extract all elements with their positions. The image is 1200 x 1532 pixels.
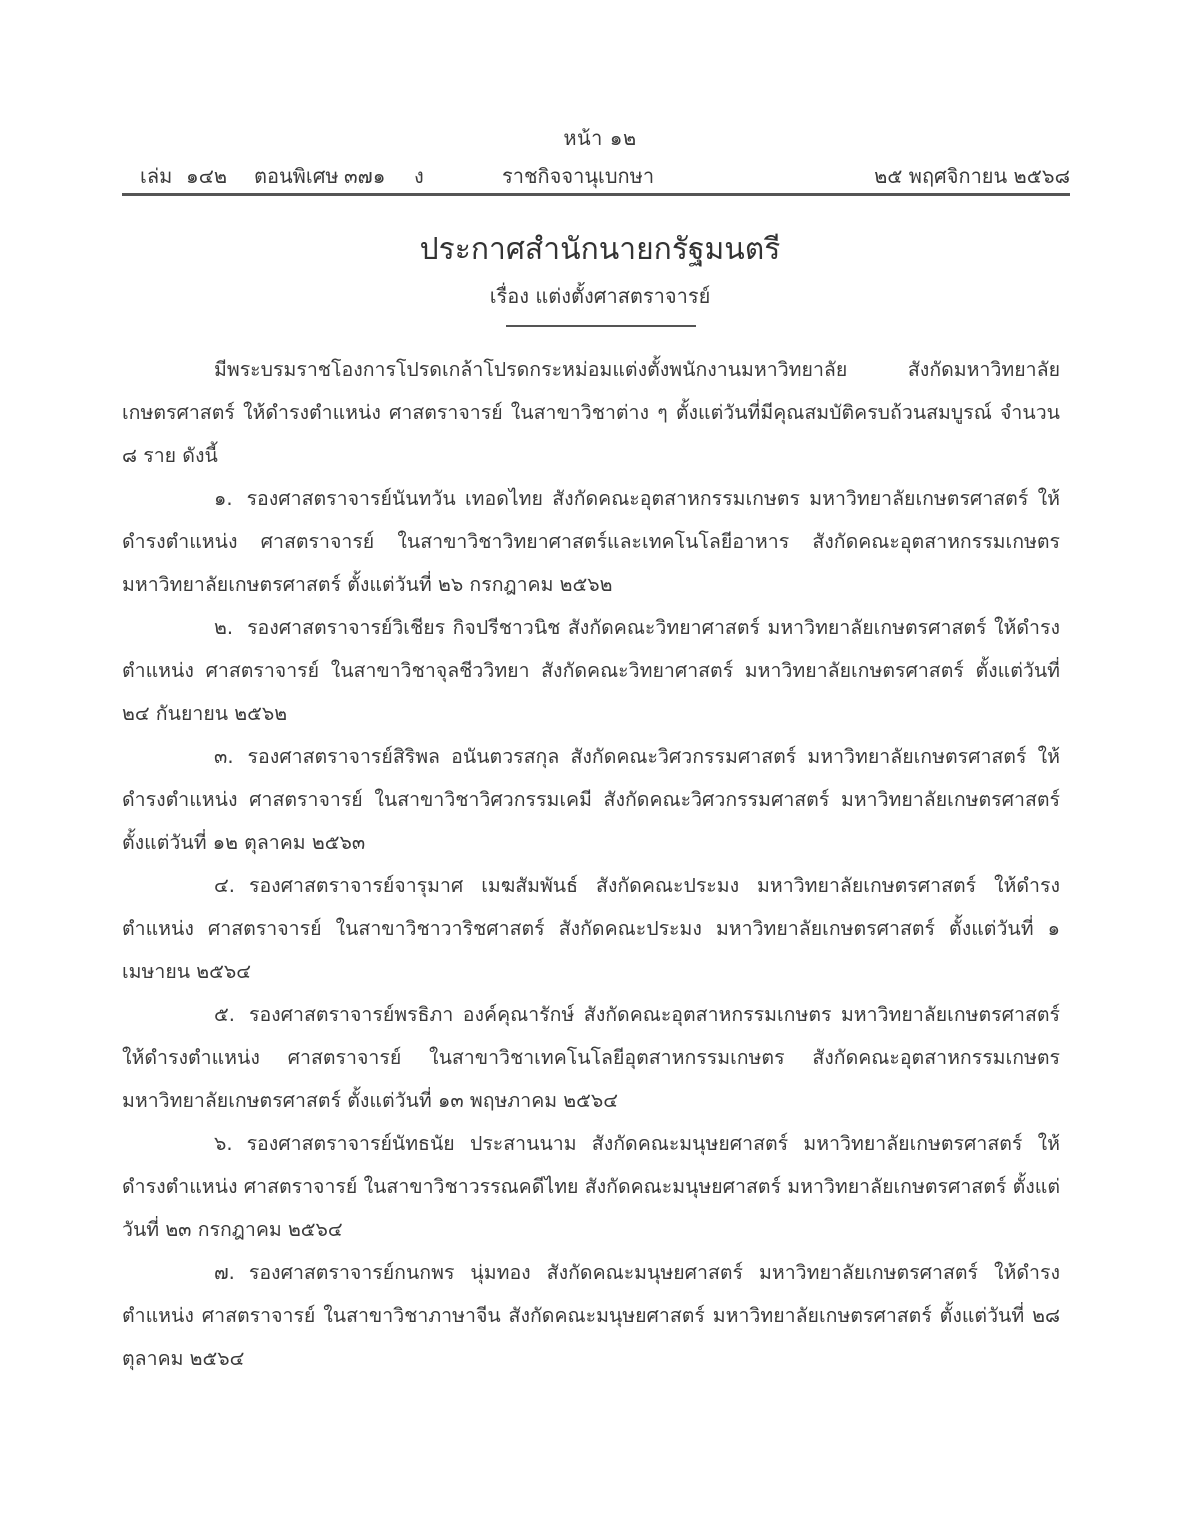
appointment-item	[122, 993, 1060, 1122]
issue-letter: ง	[414, 164, 424, 188]
title-divider	[506, 325, 696, 327]
item-text: รองศาสตราจารย์วิเชียร กิจปรีชาวนิช สังกัดคณะวิทยาศาสตร์ มหาวิทยาลัยเกษตรศาสตร์ ให้ดำรงตำแหน่ง ศาสตราจารย์ ในสาขาวิชาจุลชีววิทยา สังกัดคณะวิทยาศาสตร์ มหาวิทยาลัยเกษตรศาสตร์ ตั้งแต่วันที่ ๒๔ กันยายน ๒๕๖๒	[122, 616, 1060, 725]
item-number: ๖.	[214, 1132, 233, 1155]
item-number: ๑.	[214, 487, 233, 510]
gazette-name: ราชกิจจานุเบกษา	[502, 164, 655, 188]
issue-label: ตอนพิเศษ	[254, 164, 339, 188]
appointment-item	[122, 606, 1060, 735]
issue-number: ๓๗๑	[344, 164, 386, 188]
appointment-item	[122, 735, 1060, 864]
publication-date: ๒๕ พฤศจิกายน ๒๕๖๘	[874, 164, 1070, 188]
page-number: หน้า ๑๒	[563, 126, 637, 150]
item-number: ๓.	[214, 745, 234, 768]
item-text: รองศาสตราจารย์นัทธนัย ประสานนาม สังกัดคณะมนุษยศาสตร์ มหาวิทยาลัยเกษตรศาสตร์ ให้ดำรงตำแหน่ง ศาสตราจารย์ ในสาขาวิชาวรรณคดีไทย สังกัดคณะมนุษยศาสตร์ มหาวิทยาลัยเกษตรศาสตร์ ตั้งแต่วันที่ ๒๓ กรกฎาคม ๒๕๖๔	[122, 1132, 1060, 1241]
item-number: ๔.	[214, 874, 235, 897]
document-body	[122, 348, 1060, 1380]
item-text: รองศาสตราจารย์กนกพร นุ่มทอง สังกัดคณะมนุษยศาสตร์ มหาวิทยาลัยเกษตรศาสตร์ ให้ดำรงตำแหน่ง ศาสตราจารย์ ในสาขาวิชาภาษาจีน สังกัดคณะมนุษยศาสตร์ มหาวิทยาลัยเกษตรศาสตร์ ตั้งแต่วันที่ ๒๘ ตุลาคม ๒๕๖๔	[122, 1261, 1060, 1370]
item-text: รองศาสตราจารย์จารุมาศ เมฆสัมพันธ์ สังกัดคณะประมง มหาวิทยาลัยเกษตรศาสตร์ ให้ดำรงตำแหน่ง ศาสตราจารย์ ในสาขาวิชาวาริชศาสตร์ สังกัดคณะประมง มหาวิทยาลัยเกษตรศาสตร์ ตั้งแต่วันที่ ๑ เมษายน ๒๕๖๔	[122, 874, 1060, 983]
item-text: รองศาสตราจารย์สิริพล อนันตวรสกุล สังกัดคณะวิศวกรรมศาสตร์ มหาวิทยาลัยเกษตรศาสตร์ ให้ดำรงตำแหน่ง ศาสตราจารย์ ในสาขาวิชาวิศวกรรมเคมี สังกัดคณะวิศวกรรมศาสตร์ มหาวิทยาลัยเกษตรศาสตร์ ตั้งแต่วันที่ ๑๒ ตุลาคม ๒๕๖๓	[122, 745, 1060, 854]
appointment-item	[122, 1251, 1060, 1380]
appointment-item	[122, 864, 1060, 993]
appointment-item	[122, 477, 1060, 606]
document-subject: เรื่อง แต่งตั้งศาสตราจารย์	[489, 284, 711, 308]
intro-paragraph: มีพระบรมราชโองการโปรดเกล้าโปรดกระหม่อมแต่งตั้งพนักงานมหาวิทยาลัย สังกัดมหาวิทยาลัยเกษตรศาสตร์ ให้ดำรงตำแหน่ง ศาสตราจารย์ ในสาขาวิชาต่าง ๆ ตั้งแต่วันที่มีคุณสมบัติครบถ้วนสมบูรณ์ จำนวน ๘ ราย ดังนี้	[122, 358, 1060, 467]
item-number: ๕.	[214, 1003, 235, 1026]
document-title: ประกาศสำนักนายกรัฐมนตรี	[419, 232, 781, 267]
volume-number: ๑๔๒	[186, 164, 228, 188]
item-number: ๗.	[214, 1261, 235, 1284]
gazette-header-line	[122, 160, 1070, 190]
item-text: รองศาสตราจารย์นันทวัน เทอดไทย สังกัดคณะอุตสาหกรรมเกษตร มหาวิทยาลัยเกษตรศาสตร์ ให้ดำรงตำแหน่ง ศาสตราจารย์ ในสาขาวิชาวิทยาศาสตร์และเทคโนโลยีอาหาร สังกัดคณะอุตสาหกรรมเกษตร มหาวิทยาลัยเกษตรศาสตร์ ตั้งแต่วันที่ ๒๖ กรกฎาคม ๒๕๖๒	[122, 487, 1060, 596]
volume-label: เล่ม	[140, 164, 173, 188]
item-number: ๒.	[214, 616, 234, 639]
appointment-item	[122, 1122, 1060, 1251]
item-text: รองศาสตราจารย์พรธิภา องค์คุณารักษ์ สังกัดคณะอุตสาหกรรมเกษตร มหาวิทยาลัยเกษตรศาสตร์ ให้ดำรงตำแหน่ง ศาสตราจารย์ ในสาขาวิชาเทคโนโลยีอุตสาหกรรมเกษตร สังกัดคณะอุตสาหกรรมเกษตร มหาวิทยาลัยเกษตรศาสตร์ ตั้งแต่วันที่ ๑๓ พฤษภาคม ๒๕๖๔	[122, 1003, 1060, 1112]
header-divider	[122, 193, 1070, 196]
